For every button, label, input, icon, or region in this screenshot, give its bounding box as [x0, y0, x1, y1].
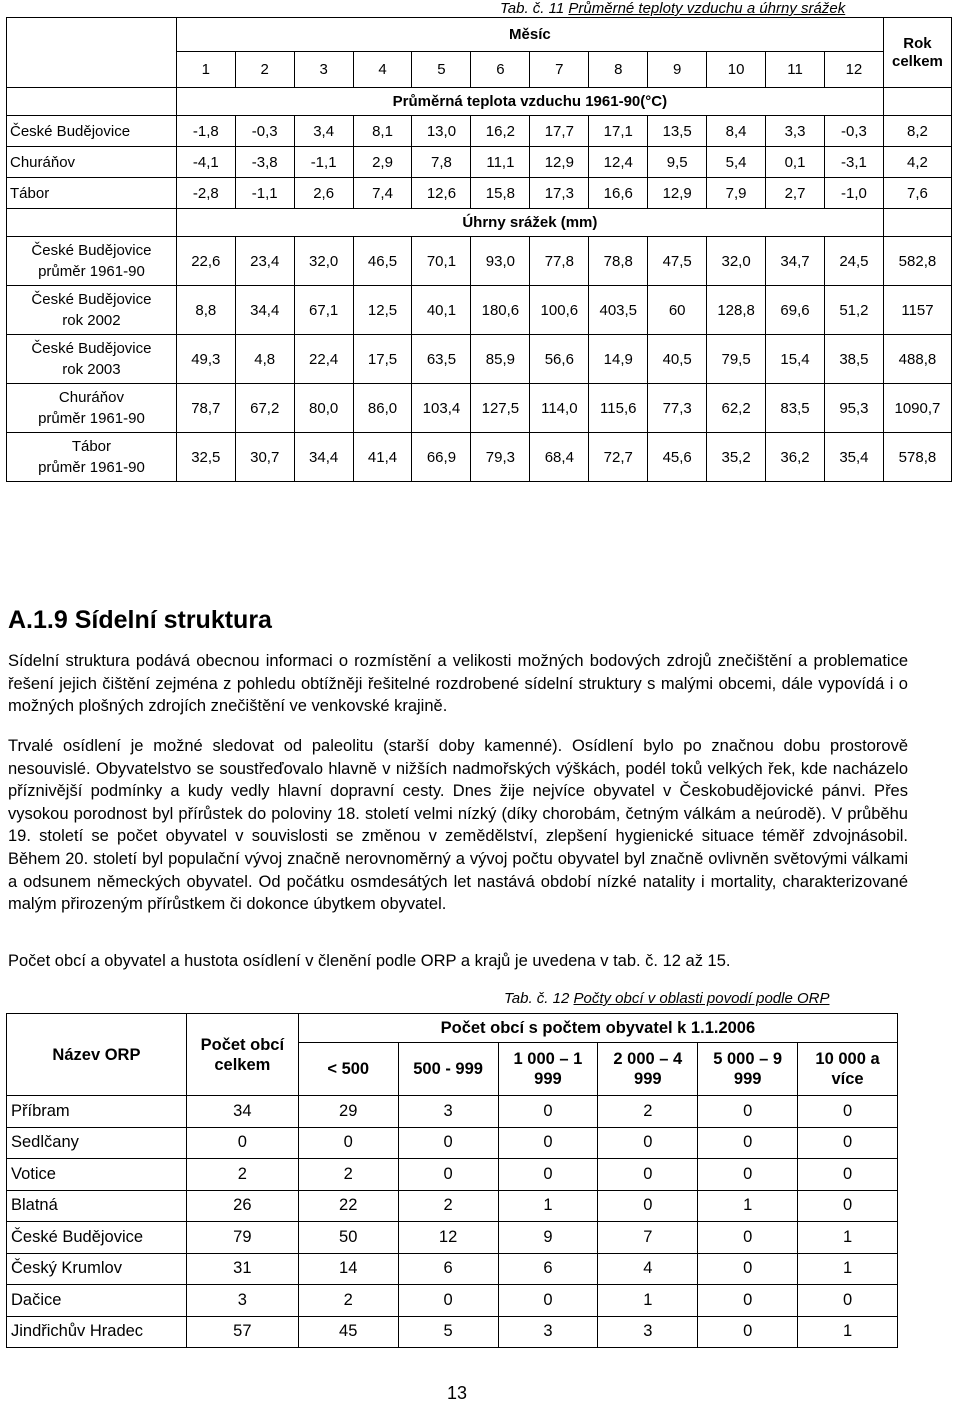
station-period: rok 2002	[62, 312, 121, 329]
count-cell: 3	[498, 1316, 598, 1348]
precipitation-cell: 32,5	[176, 433, 235, 482]
station-name-cell: Churáňov	[7, 147, 177, 178]
precipitation-cell: 22,4	[294, 335, 353, 384]
temperature-cell: -4,1	[176, 147, 235, 178]
station-name: Churáňov	[58, 389, 124, 406]
temperature-cell: -1,1	[235, 178, 294, 209]
precipitation-cell: 41,4	[353, 433, 412, 482]
count-cell: 22	[298, 1190, 398, 1222]
temperature-cell: 8,1	[353, 116, 412, 147]
count-cell: 2	[398, 1190, 498, 1222]
table-row	[7, 335, 952, 384]
count-cell: 6	[498, 1253, 598, 1285]
precipitation-cell: 4,8	[235, 335, 294, 384]
precipitation-cell: 103,4	[412, 384, 471, 433]
count-cell: 5	[398, 1316, 498, 1348]
count-cell: 0	[698, 1253, 798, 1285]
count-cell: 0	[298, 1127, 398, 1159]
count-cell: 1	[798, 1222, 898, 1254]
precipitation-cell: 78,8	[589, 237, 648, 286]
temperature-subheader: Průměrná teplota vzduchu 1961-90(°C)	[176, 88, 883, 116]
page-number: 13	[447, 1383, 468, 1403]
count-cell: 12	[398, 1222, 498, 1254]
count-cell: 50	[298, 1222, 398, 1254]
count-cell: 26	[186, 1190, 298, 1222]
table-row	[7, 1159, 898, 1191]
station-name: České Budějovice	[31, 242, 152, 259]
precipitation-cell: 22,6	[176, 237, 235, 286]
table-11-caption-title: Průměrné teploty vzduchu a úhrny srážek	[568, 0, 846, 17]
population-category-header: 2 000 – 4 999	[598, 1043, 698, 1096]
temperature-cell: 2,7	[766, 178, 825, 209]
count-cell: 1	[598, 1285, 698, 1317]
temperature-cell: 15,8	[471, 178, 530, 209]
temperature-cell: 5,4	[707, 147, 766, 178]
orp-name-cell: Jindřichův Hradec	[7, 1316, 187, 1348]
precipitation-cell: 79,5	[707, 335, 766, 384]
count-cell: 3	[186, 1285, 298, 1317]
precipitation-cell: 114,0	[530, 384, 589, 433]
precipitation-cell: 86,0	[353, 384, 412, 433]
station-name-cell: Tábor	[7, 178, 177, 209]
table-row	[7, 1096, 898, 1128]
table-row	[7, 237, 952, 286]
table-row	[7, 1190, 898, 1222]
blank-cell	[883, 88, 951, 116]
precipitation-cell: 70,1	[412, 237, 471, 286]
temperature-cell: 13,0	[412, 116, 471, 147]
month-number-cell: 7	[530, 52, 589, 88]
month-number-cell: 11	[766, 52, 825, 88]
count-cell: 31	[186, 1253, 298, 1285]
station-name: Tábor	[71, 438, 112, 455]
count-cell: 0	[698, 1285, 798, 1317]
population-category-header: 1 000 – 1 999	[498, 1043, 598, 1096]
month-number-cell: 1	[176, 52, 235, 88]
count-cell: 0	[498, 1096, 598, 1128]
paragraph: Sídelní struktura podává obecnou informaci o rozmístění a velikosti možných bodových zdrojů znečištění a problematice řešení jejich čištění zejména z pohledu obtížněji řešitelné rozdrobené sídelní struktury s malými obcemi, dále vypovídá i o možných plošných zdrojích znečištění ve venkovské krajině.	[8, 652, 908, 716]
count-cell: 1	[798, 1253, 898, 1285]
precipitation-cell: 63,5	[412, 335, 471, 384]
count-cell: 2	[298, 1285, 398, 1317]
table-row	[7, 1253, 898, 1285]
temperature-cell: 8,2	[883, 116, 951, 147]
table-11-caption-number: Tab. č. 11	[500, 0, 565, 17]
month-number-cell: 10	[707, 52, 766, 88]
precipitation-cell: 85,9	[471, 335, 530, 384]
precipitation-cell: 78,7	[176, 384, 235, 433]
population-category-header: 500 - 999	[398, 1043, 498, 1096]
orp-name-cell: Sedlčany	[7, 1127, 187, 1159]
count-cell: 29	[298, 1096, 398, 1128]
precipitation-cell: 51,2	[824, 286, 883, 335]
precipitation-cell: 83,5	[766, 384, 825, 433]
table-12-caption-title: Počty obcí v oblasti povodí podle ORP	[573, 990, 830, 1007]
precipitation-cell: 95,3	[824, 384, 883, 433]
blank-cell	[7, 209, 177, 237]
table-11-caption	[500, 0, 845, 17]
count-cell: 3	[598, 1316, 698, 1348]
precipitation-cell: 128,8	[707, 286, 766, 335]
precipitation-cell: 12,5	[353, 286, 412, 335]
temperature-cell: -3,1	[824, 147, 883, 178]
population-group-header: Počet obcí s počtem obyvatel k 1.1.2006	[298, 1014, 897, 1043]
temperature-cell: -2,8	[176, 178, 235, 209]
precipitation-cell: 15,4	[766, 335, 825, 384]
precipitation-cell: 1090,7	[883, 384, 951, 433]
precipitation-cell: 68,4	[530, 433, 589, 482]
count-cell: 0	[598, 1127, 698, 1159]
count-cell: 0	[398, 1159, 498, 1191]
population-category-header: 10 000 a více	[798, 1043, 898, 1096]
month-number-cell: 4	[353, 52, 412, 88]
station-name-cell	[7, 335, 177, 384]
table-12-caption	[504, 990, 829, 1007]
month-number-cell: 12	[824, 52, 883, 88]
table-row	[7, 116, 952, 147]
temperature-precipitation-table	[6, 17, 952, 482]
count-cell: 9	[498, 1222, 598, 1254]
station-period: průměr 1961-90	[38, 410, 145, 427]
temperature-cell: 12,9	[648, 178, 707, 209]
count-cell: 0	[398, 1285, 498, 1317]
precipitation-cell: 77,8	[530, 237, 589, 286]
orp-name-cell: Votice	[7, 1159, 187, 1191]
count-cell: 1	[498, 1190, 598, 1222]
corner-cell	[7, 18, 177, 88]
station-period: průměr 1961-90	[38, 263, 145, 280]
station-period: průměr 1961-90	[38, 459, 145, 476]
precipitation-cell: 582,8	[883, 237, 951, 286]
count-cell: 57	[186, 1316, 298, 1348]
table-row	[7, 1222, 898, 1254]
table-row	[7, 1285, 898, 1317]
temperature-cell: 11,1	[471, 147, 530, 178]
temperature-cell: 8,4	[707, 116, 766, 147]
temperature-cell: -1,8	[176, 116, 235, 147]
count-cell: 0	[398, 1127, 498, 1159]
precipitation-cell: 30,7	[235, 433, 294, 482]
count-cell: 0	[698, 1316, 798, 1348]
precipitation-cell: 100,6	[530, 286, 589, 335]
precipitation-cell: 49,3	[176, 335, 235, 384]
paragraph: Trvalé osídlení je možné sledovat od paleolitu (starší doby kamenné). Osídlení bylo po značnou dobu prostorově nesouvislé. Obyvatelstvo se soustřeďovalo hlavně v nižších nadmořských výškách, podél toků velkých řek, kde nacházelo příznivější podmínky a kudy vedly hlavní dopravní cesty. Dnes žije nejvíce obyvatel v Českobudějovické pánvi. Přes vysokou porodnost byl přírůstek do poloviny 18. století velmi nízký (díky chorobám, četným válkám a neúrodě). V průběhu 19. století se počet obyvatel v souvislosti se změnou v zemědělství, zlepšení hygienické situace téměř zdvojnásobil. Během 20. století byl populační vývoj značně nerovnoměrný a vývoj počtu obyvatel byl značně ovlivněn světovými válkami a odsunem německých obyvatel. Od počátku osmdesátých let nastává období nízké natality i mortality, charakterizované malým přirozeným přírůstkem či dokonce úbytkem obyvatel.	[8, 737, 908, 914]
precipitation-cell: 14,9	[589, 335, 648, 384]
precipitation-cell: 45,6	[648, 433, 707, 482]
temperature-cell: 9,5	[648, 147, 707, 178]
temperature-cell: 17,7	[530, 116, 589, 147]
precipitation-cell: 35,2	[707, 433, 766, 482]
count-cell: 0	[798, 1190, 898, 1222]
station-name: České Budějovice	[31, 291, 152, 308]
precipitation-cell: 72,7	[589, 433, 648, 482]
temperature-cell: 12,6	[412, 178, 471, 209]
precipitation-cell: 1157	[883, 286, 951, 335]
precipitation-cell: 578,8	[883, 433, 951, 482]
precipitation-cell: 67,2	[235, 384, 294, 433]
count-cell: 1	[698, 1190, 798, 1222]
count-cell: 14	[298, 1253, 398, 1285]
precipitation-cell: 34,7	[766, 237, 825, 286]
count-cell: 0	[798, 1285, 898, 1317]
table-row	[7, 286, 952, 335]
precipitation-subheader: Úhrny srážek (mm)	[176, 209, 883, 237]
precipitation-cell: 56,6	[530, 335, 589, 384]
precipitation-cell: 180,6	[471, 286, 530, 335]
precipitation-cell: 8,8	[176, 286, 235, 335]
precipitation-cell: 17,5	[353, 335, 412, 384]
precipitation-cell: 40,1	[412, 286, 471, 335]
count-cell: 4	[598, 1253, 698, 1285]
count-cell: 0	[498, 1159, 598, 1191]
month-number-cell: 3	[294, 52, 353, 88]
precipitation-cell: 32,0	[707, 237, 766, 286]
precipitation-cell: 69,6	[766, 286, 825, 335]
precipitation-cell: 488,8	[883, 335, 951, 384]
month-number-cell: 6	[471, 52, 530, 88]
precipitation-cell: 67,1	[294, 286, 353, 335]
count-cell: 34	[186, 1096, 298, 1128]
count-cell: 45	[298, 1316, 398, 1348]
station-name-cell	[7, 286, 177, 335]
precipitation-cell: 79,3	[471, 433, 530, 482]
count-cell: 0	[498, 1127, 598, 1159]
count-cell: 2	[186, 1159, 298, 1191]
table-row	[7, 1316, 898, 1348]
temperature-cell: 7,9	[707, 178, 766, 209]
temperature-cell: 0,1	[766, 147, 825, 178]
temperature-cell: 12,4	[589, 147, 648, 178]
temperature-cell: 7,4	[353, 178, 412, 209]
temperature-cell: 3,4	[294, 116, 353, 147]
precipitation-cell: 36,2	[766, 433, 825, 482]
count-cell: 79	[186, 1222, 298, 1254]
orp-name-cell: Dačice	[7, 1285, 187, 1317]
precipitation-cell: 60	[648, 286, 707, 335]
count-cell: 0	[598, 1159, 698, 1191]
orp-name-cell: Blatná	[7, 1190, 187, 1222]
temperature-cell: -1,0	[824, 178, 883, 209]
precipitation-cell: 93,0	[471, 237, 530, 286]
count-cell: 0	[498, 1285, 598, 1317]
precipitation-cell: 46,5	[353, 237, 412, 286]
temperature-cell: -0,3	[824, 116, 883, 147]
station-name-cell	[7, 433, 177, 482]
table-12-caption-number: Tab. č. 12	[504, 990, 570, 1007]
blank-cell	[7, 88, 177, 116]
temperature-cell: 3,3	[766, 116, 825, 147]
count-cell: 0	[798, 1159, 898, 1191]
section-heading: A.1.9 Sídelní struktura	[8, 606, 272, 634]
precipitation-cell: 35,4	[824, 433, 883, 482]
precipitation-cell: 77,3	[648, 384, 707, 433]
count-cell: 0	[698, 1159, 798, 1191]
orp-name-cell: České Budějovice	[7, 1222, 187, 1254]
station-name-cell	[7, 237, 177, 286]
temperature-cell: 16,2	[471, 116, 530, 147]
table-row	[7, 384, 952, 433]
station-name-cell	[7, 384, 177, 433]
month-number-cell: 8	[589, 52, 648, 88]
table-row	[7, 147, 952, 178]
total-municipalities-header: Počet obcí celkem	[186, 1014, 298, 1096]
precipitation-cell: 32,0	[294, 237, 353, 286]
count-cell: 7	[598, 1222, 698, 1254]
temperature-cell: 7,6	[883, 178, 951, 209]
precipitation-cell: 80,0	[294, 384, 353, 433]
orp-name-cell: Český Krumlov	[7, 1253, 187, 1285]
month-number-cell: 2	[235, 52, 294, 88]
count-cell: 2	[598, 1096, 698, 1128]
precipitation-cell: 115,6	[589, 384, 648, 433]
temperature-cell: -1,1	[294, 147, 353, 178]
count-cell: 6	[398, 1253, 498, 1285]
paragraph: Počet obcí a obyvatel a hustota osídlení v členění podle ORP a krajů je uvedena v tab. č. 12 až 15.	[8, 952, 731, 970]
precipitation-cell: 23,4	[235, 237, 294, 286]
precipitation-cell: 403,5	[589, 286, 648, 335]
precipitation-cell: 62,2	[707, 384, 766, 433]
station-name-cell: České Budějovice	[7, 116, 177, 147]
precipitation-cell: 47,5	[648, 237, 707, 286]
blank-cell	[883, 209, 951, 237]
orp-name-cell: Příbram	[7, 1096, 187, 1128]
temperature-cell: 2,9	[353, 147, 412, 178]
temperature-cell: 17,3	[530, 178, 589, 209]
temperature-cell: 17,1	[589, 116, 648, 147]
temperature-cell: -0,3	[235, 116, 294, 147]
orp-name-header: Název ORP	[7, 1014, 187, 1096]
count-cell: 0	[698, 1127, 798, 1159]
count-cell: 0	[798, 1096, 898, 1128]
temperature-cell: 16,6	[589, 178, 648, 209]
count-cell: 0	[698, 1096, 798, 1128]
temperature-cell: -3,8	[235, 147, 294, 178]
temperature-cell: 4,2	[883, 147, 951, 178]
month-number-cell: 5	[412, 52, 471, 88]
temperature-cell: 2,6	[294, 178, 353, 209]
count-cell: 3	[398, 1096, 498, 1128]
count-cell: 0	[798, 1127, 898, 1159]
month-number-cell: 9	[648, 52, 707, 88]
temperature-cell: 7,8	[412, 147, 471, 178]
table-row	[7, 178, 952, 209]
count-cell: 1	[798, 1316, 898, 1348]
count-cell: 0	[186, 1127, 298, 1159]
precipitation-cell: 40,5	[648, 335, 707, 384]
table-row	[7, 433, 952, 482]
table-row	[7, 1127, 898, 1159]
temperature-cell: 12,9	[530, 147, 589, 178]
population-category-header: 5 000 – 9 999	[698, 1043, 798, 1096]
temperature-cell: 13,5	[648, 116, 707, 147]
count-cell: 0	[598, 1190, 698, 1222]
station-name: České Budějovice	[31, 340, 152, 357]
station-period: rok 2003	[62, 361, 121, 378]
year-total-header: Rok celkem	[883, 18, 951, 88]
precipitation-cell: 127,5	[471, 384, 530, 433]
municipalities-table	[6, 1013, 898, 1348]
count-cell: 2	[298, 1159, 398, 1191]
precipitation-cell: 34,4	[235, 286, 294, 335]
population-category-header: < 500	[298, 1043, 398, 1096]
precipitation-cell: 34,4	[294, 433, 353, 482]
precipitation-cell: 66,9	[412, 433, 471, 482]
month-header: Měsíc	[176, 18, 883, 52]
count-cell: 0	[698, 1222, 798, 1254]
precipitation-cell: 24,5	[824, 237, 883, 286]
precipitation-cell: 38,5	[824, 335, 883, 384]
